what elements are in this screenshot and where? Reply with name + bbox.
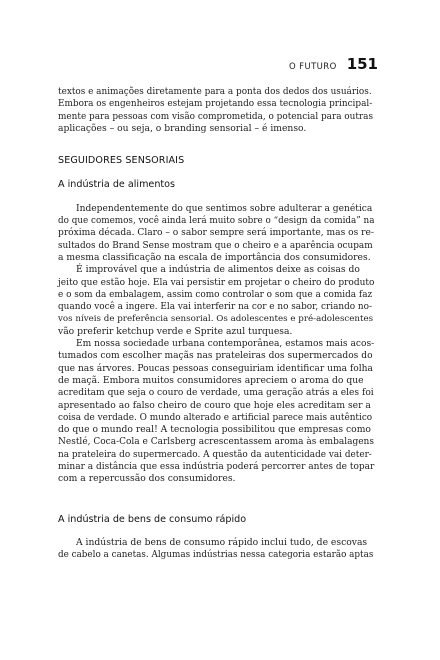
text-line: de cabelo a canetas. Algumas indústrias nessa categoria estarão aptas	[58, 550, 374, 561]
subsection-heading: A indústria de bens de consumo rápido	[58, 513, 247, 525]
running-head	[289, 55, 378, 73]
chapter-title: O FUTURO	[288, 62, 337, 72]
text-line: mente para pessoas com visão comprometida, o potencial para outras	[58, 111, 374, 122]
text-line: Nestlé, Coca-Cola e Carlsberg acrescentassem aroma às embalagens	[58, 437, 374, 448]
text-line: próxima década. Claro – o sabor sempre será importante, mas os re-	[58, 228, 374, 239]
page-body	[58, 86, 374, 562]
text-line: jeito que estão hoje. Ela vai persistir em projetar o cheiro do produto	[58, 277, 375, 288]
text-line: na prateleira do supermercado. A questão da autenticidade vai deter-	[58, 449, 372, 460]
paragraph	[58, 537, 374, 562]
text-line: aplicações – ou seja, o branding sensorial – é imenso.	[58, 122, 307, 134]
text-line: A indústria de bens de consumo rápido inclui tudo, de escovas	[76, 536, 368, 548]
text-line: com a repercussão dos consumidores.	[58, 473, 236, 485]
text-line: Independentemente do que sentimos sobre adulterar a genética	[76, 203, 373, 214]
text-line: Em nossa sociedade urbana contemporânea, estamos mais acos-	[76, 339, 375, 350]
text-line: que nas árvores. Poucas pessoas conseguiriam identificar uma folha	[58, 363, 373, 374]
paragraph	[58, 203, 374, 264]
text-line: sultados do Brand Sense mostram que o cheiro e a aparência ocupam	[58, 240, 373, 251]
text-line: do que comemos, você ainda lerá muito sobre o “design da comida” na	[58, 216, 375, 227]
text-line: minar a distância que essa indústria poderá percorrer antes de topar	[58, 462, 375, 473]
paragraph	[58, 264, 374, 338]
text-line: de maçã. Embora muitos consumidores apreciem o aroma do que	[58, 374, 364, 386]
text-line: a mesma classificação na escala de importância dos consumidores.	[58, 251, 371, 263]
text-line: textos e animações diretamente para a ponta dos dedos dos usuários.	[58, 87, 372, 97]
page-number: 151	[346, 55, 378, 73]
text-line: coisa de verdade. O mundo alterado e artificial parece mais autêntico	[58, 412, 373, 423]
subsection-heading: A indústria de alimentos	[58, 179, 176, 191]
paragraph	[58, 338, 374, 486]
text-line: e o som da embalagem, assim como controlar o som que a comida faz	[58, 289, 373, 300]
text-line: acreditam que seja o couro de verdade, uma geração atrás a eles foi	[58, 388, 374, 399]
text-line: quando você a ingere. Ela vai interferir na cor e no sabor, criando no-	[58, 302, 372, 313]
text-line: do que o mundo real! A tecnologia possibilitou que empresas como	[58, 424, 371, 436]
text-line: É improvável que a indústria de alimentos deixe as coisas do	[76, 264, 360, 276]
text-line: apresentado ao falso cheiro de couro que hoje eles acreditam ser a	[58, 399, 371, 411]
text-line: vão preferir ketchup verde e Sprite azul turquesa.	[58, 325, 293, 337]
section-heading: SEGUIDORES SENSORIAIS	[58, 155, 185, 167]
text-line: vos níveis de preferência sensorial. Os adolescentes e pré-adolescentes	[58, 314, 374, 325]
intro-paragraph	[58, 86, 374, 135]
text-line: Embora os engenheiros estejam projetando essa tecnologia principal-	[58, 99, 373, 110]
text-line: tumados com escolher maçãs nas prateleiras dos supermercados do	[58, 351, 373, 362]
